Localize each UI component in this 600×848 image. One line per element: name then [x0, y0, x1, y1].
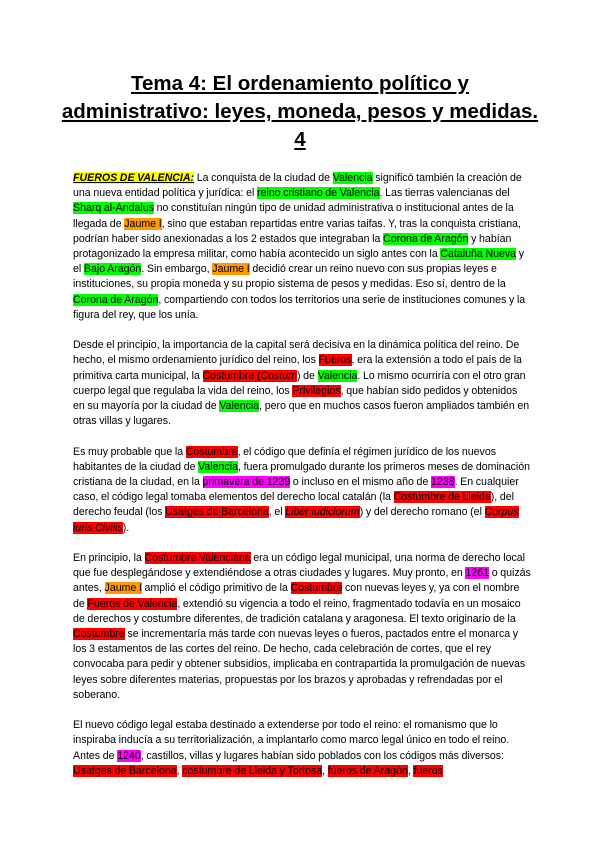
highlight-law: fueros de Aragón: [327, 764, 408, 777]
highlight-term: Valencia: [219, 400, 260, 413]
paragraph-importancia-capital: Desde el principio, la importancia de la capital será decisiva en la dinámica política del reino. De hecho, el mismo ordenamiento jurídico del reino, los Fueros, era la extensión a todo el país de la primitiva carta municipal, la Costumbre (Costum) de Valencia. Lo mismo ocurriría con el otro gran cuerpo legal que regulaba la vida del reino, los Privilegios, que habían sido pedidos y obtenidos en su mayoría por la ciudad de Valencia, pero que en muchos casos fueron ampliados también en otras villas y lugares.: [73, 339, 530, 428]
highlight-date: 1238: [430, 476, 455, 489]
highlight-law: Costumbre: [290, 582, 343, 595]
highlight-law: Costumbre Valenciana: [144, 552, 251, 565]
paragraph-nuevo-codigo: El nuevo código legal estaba destinado a extenderse por todo el reino: el romanismo que lo inspiraba inducía a su territorialización, a implantarlo como marco legal único en todo el reino. Antes de 1240, castillos, villas y lugares habían sido poblados con los códigos más diversos: Usatges de Barcelona, costumbre de Lleida y Tortosa, fueros de Aragón, fueros: [73, 719, 510, 777]
title-line-2: administrativo: leyes, moneda, pesos y medidas.: [61, 100, 539, 123]
highlight-date: 1261: [465, 567, 490, 580]
highlight-term: Corona de Aragón: [383, 232, 469, 245]
highlight-term: Cataluña Nueva: [440, 248, 517, 261]
highlight-law: Fueros de Valencia: [87, 597, 178, 610]
highlight-law: Corpus iuris Civilis: [73, 506, 519, 534]
highlight-person: Jaume I: [212, 263, 250, 276]
highlight-date: 1240: [117, 749, 141, 762]
highlight-term: Sharq al-Andalus: [73, 202, 154, 215]
paragraph-costumbre-valenciana: En principio, la Costumbre Valenciana era un código legal municipal, una norma de derecho local que fue desplegándose y extendiéndose a otras ciudades y lugares. Muy pronto, en 1261 o quizás antes, Jaume I amplió el código primitivo de la Costumbre con nuevas leyes y, ya con el nombre de Fueros de Valencia, extendió su vigencia a todo el reino, fragmentado todavía en un mosaico de derechos y costumbre diferentes, de tradición catalana y aragonesa. El texto originario de la Costumbre se incrementaría más tarde con nuevas leyes o fueros, pactados entre el monarca y los 3 estamentos de las cortes del reino. De hecho, cada celebración de cortes, que el rey convocaba para pedir y obtener subsidios, implicaba en contrapartida la promulgación de nuevas leyes sobre diferentes materias, propuestas por los brazos y aprobadas y refrendadas por el soberano.: [73, 552, 531, 701]
highlight-law: Costumbre: [185, 445, 238, 458]
highlight-law: Costumbre: [73, 628, 125, 641]
highlight-law: Fueros: [318, 354, 352, 367]
highlight-date: primavera de 1239: [202, 476, 291, 489]
highlight-term: Valencia: [317, 369, 358, 382]
highlight-law: Costumbre de Lleida: [393, 491, 491, 504]
highlight-law: Costumbre: [202, 369, 255, 382]
highlight-law: Usatges de Barcelona: [73, 764, 177, 777]
highlight-law: costumbre de Lleida y Tortosa: [182, 764, 323, 777]
section-heading: FUEROS DE VALENCIA:: [73, 172, 195, 184]
highlight-law: fueros: [413, 764, 443, 777]
highlight-person: Jaume I: [104, 582, 142, 595]
highlight-term: reino cristiano de Valencia: [257, 187, 380, 200]
page-title: [40, 70, 560, 154]
highlight-law: Costum: [260, 369, 297, 382]
highlight-law: Privilegios: [292, 384, 341, 397]
document-body: [73, 171, 531, 794]
highlight-term: Valencia: [332, 172, 373, 184]
highlight-term: Valencia: [198, 460, 238, 473]
highlight-law: Usatges de Barcelona: [165, 506, 269, 519]
highlight-term: Bajo Aragón: [83, 263, 142, 276]
title-line-3: 4: [294, 128, 306, 151]
paragraph-fueros-de-valencia: FUEROS DE VALENCIA: La conquista de la ciudad de Valencia significó también la creación de una nueva entidad política y jurídica: el reino cristiano de Valencia. Las tierras valencianas del Sharq al-Andalus no constituían ningún tipo de unidad administrativa o institucional antes de la llegada de Jaume I, sino que estaban repartidas entre varias taifas. Y, tras la conquista cristiana, podrían haber sido anexionadas a los 2 estados que integraban la Corona de Aragón y habían protagonizado la empresa militar, como había acontecido un siglo antes con la Cataluña Nueva y el Bajo Aragón. Sin embargo, Jaume I decidió crear un reino nuevo con sus propias leyes e instituciones, su propia moneda y su propio sistema de pesos y medidas. Eso sí, dentro de la Corona de Aragón, compartiendo con todos los territorios una serie de instituciones comunes y la figura del rey, que los unía.: [73, 172, 526, 321]
highlight-term: Corona de Aragón: [73, 293, 159, 306]
highlight-person: Jaume I: [124, 217, 162, 230]
title-line-1: Tema 4: El ordenamiento político y: [131, 72, 469, 95]
highlight-law: Liber iudiciorum: [285, 506, 360, 519]
paragraph-costumbre: Es muy probable que la Costumbre, el código que definía el régimen jurídico de los nuevos habitantes de la ciudad de Valencia, fuera promulgado durante los primeros meses de dominación cristiana de la ciudad, en la primavera de 1239 o incluso en el mismo año de 1238. En cualquier caso, el código legal tomaba elementos del derecho local catalán (la Costumbre de Lleida), del derecho feudal (los Usatges de Barcelona, el Liber iudiciorum) y del derecho romano (el Corpus iuris Civilis).: [73, 445, 531, 534]
